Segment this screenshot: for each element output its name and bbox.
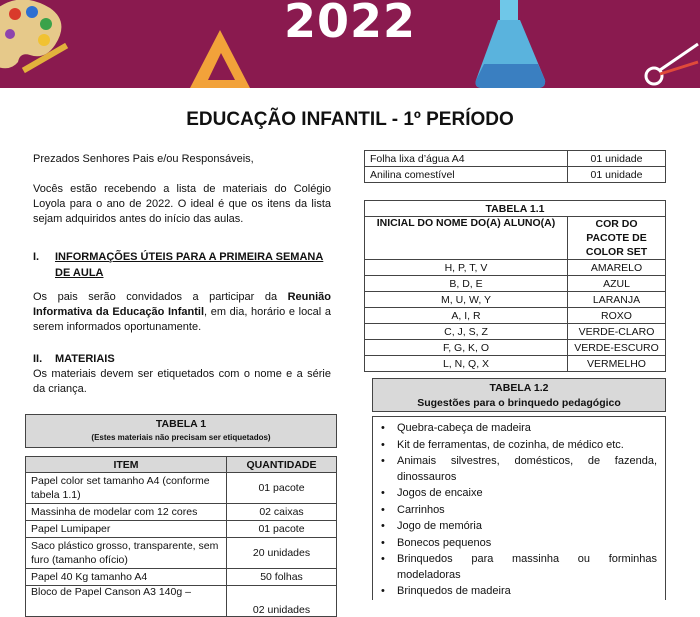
list-item-text: Brinquedos para massinha ou forminhas modeladoras [397,553,657,581]
list-item-text: Carrinhos [397,503,445,516]
table-1-2-header [372,378,666,412]
table-row [26,538,337,569]
bullet: • [381,455,385,467]
table-1-1-initials: F, G, K, O [365,340,568,356]
table-1-col-item: ITEM [26,457,227,473]
list-item [381,552,657,583]
table-1-1-color: ROXO [568,308,666,324]
table-1-1-initials: H, P, T, V [365,260,568,276]
table-1-2-list [372,416,666,600]
table-1-1-title: TABELA 1.1 [365,201,666,217]
bullet: • [381,553,385,565]
list-item [381,584,657,600]
bullet: • [381,422,385,434]
table-1-qty: 02 unidades [227,586,337,617]
table-1-1-color: AZUL [568,276,666,292]
table-1-subtitle: (Estes materiais não precisam ser etiquetados) [91,433,271,442]
table-1-item: Anilina comestível [365,167,568,183]
table-1-spacer [26,448,337,457]
table-row [365,292,666,308]
table-1-1-initials: C, J, S, Z [365,324,568,340]
section-2-number: II. [33,353,43,365]
list-item [381,503,657,519]
section-1-title: INFORMAÇÕES ÚTEIS PARA A PRIMEIRA SEMANA DE AULA [55,251,324,279]
table-row [26,586,337,617]
table-1-item: Massinha de modelar com 12 cores [26,504,227,521]
section-1-number: I. [33,251,40,263]
table-1-qty: 01 unidade [568,151,666,167]
table-1-1-initials: A, I, R [365,308,568,324]
list-item-text: Brinquedos de madeira [397,585,511,597]
table-1-item: Papel Lumipaper [26,521,227,538]
list-item [381,486,657,502]
table-1-header-row [26,457,337,473]
table-1-1-col-color: COR DO PACOTE DE COLOR SET [568,217,666,260]
table-1-1-color: AMARELO [568,260,666,276]
table-1-1-initials: B, D, E [365,276,568,292]
table-1-qty: 02 caixas [227,504,337,521]
list-item [381,536,657,552]
table-row [26,473,337,504]
section-2-title: MATERIAIS [55,353,115,365]
table-1-qty: 01 pacote [227,473,337,504]
section-2-heading [33,351,333,367]
table-1-continuation [364,150,666,183]
table-row [26,569,337,586]
table-row [365,356,666,372]
table-1-1-color: VERMELHO [568,356,666,372]
table-1-item: Saco plástico grosso, transparente, sem furo (tamanho ofício) [26,538,227,569]
table-1-qty: 20 unidades [227,538,337,569]
banner-year: 2022 [283,0,417,48]
table-1-1-header-row [365,217,666,260]
bullet: • [381,585,385,597]
list-item-text: Jogo de memória [397,520,482,532]
table-1-1-initials: M, U, W, Y [365,292,568,308]
list-item-text: Quebra-cabeça de madeira [397,422,531,434]
table-1-1-color: VERDE-ESCURO [568,340,666,356]
table-1-2-subtitle: Sugestões para o brinquedo pedagógico [417,397,621,409]
table-1-spacer-row [26,448,337,457]
header-banner [0,0,700,88]
list-item-text: Jogos de encaixe [397,487,483,499]
table-1-qty: 50 folhas [227,569,337,586]
section-1-text-end: , em dia, horário e local a serem informados oportunamente. [33,306,331,333]
section-1-text [33,290,331,335]
table-1-title-cell [26,415,337,448]
table-row [365,260,666,276]
list-item-text: Kit de ferramentas, de cozinha, de médico etc. [397,438,624,451]
section-2-text: Os materiais devem ser etiquetados com o nome e a série da criança. [33,368,331,395]
bullet: • [381,520,385,532]
table-1-1 [364,200,666,372]
list-item [381,519,657,535]
table-1-title-row [26,415,337,448]
table-1-item: Papel 40 Kg tamanho A4 [26,569,227,586]
table-1-item: Papel color set tamanho A4 (conforme tabela 1.1) [26,473,227,504]
table-row [26,521,337,538]
table-1-1-title-row [365,201,666,217]
list-item-text: Bonecos pequenos [397,536,492,549]
table-1 [25,414,337,617]
table-row [365,151,666,167]
bullet: • [381,536,385,549]
table-1-title: TABELA 1 [155,418,207,430]
list-item-text: Animais silvestres, domésticos, de fazenda, dinossauros [397,455,657,483]
table-1-2-title: TABELA 1.2 [489,382,549,394]
table-row [365,276,666,292]
table-row [365,340,666,356]
table-1-1-initials: L, N, Q, X [365,356,568,372]
bullet: • [381,438,385,451]
table-row [365,308,666,324]
section-1-heading [33,249,333,281]
list-item [381,421,657,437]
list-item [381,438,657,454]
section-1-text-bold: Reunião Informativa da Educação Infantil [33,291,331,318]
table-1-1-col-initial: INICIAL DO NOME DO(A) ALUNO(A) [365,217,568,260]
table-1-1-color: VERDE-CLARO [568,324,666,340]
intro-paragraph: Vocês estão recebendo a lista de materiais do Colégio Loyola para o ano de 2022. O ideal é que os itens da lista sejam adquiridos antes do início das aulas. [33,183,331,225]
table-1-item: Bloco de Papel Canson A3 140g – [26,586,227,617]
greeting: Prezados Senhores Pais e/ou Responsáveis, [33,153,254,165]
bullet: • [381,503,385,516]
list-item [381,454,657,485]
table-1-1-color: LARANJA [568,292,666,308]
table-1-qty: 01 pacote [227,521,337,538]
section-1-text-start: Os pais serão convidados a participar da [33,291,288,303]
table-1-qty: 01 unidade [568,167,666,183]
table-row [26,504,337,521]
table-row [365,324,666,340]
bullet: • [381,487,385,499]
page-title: EDUCAÇÃO INFANTIL - 1º PERÍODO [186,109,514,130]
table-1-item: Folha lixa d’água A4 [365,151,568,167]
table-1-col-qty: QUANTIDADE [227,457,337,473]
table-row [365,167,666,183]
